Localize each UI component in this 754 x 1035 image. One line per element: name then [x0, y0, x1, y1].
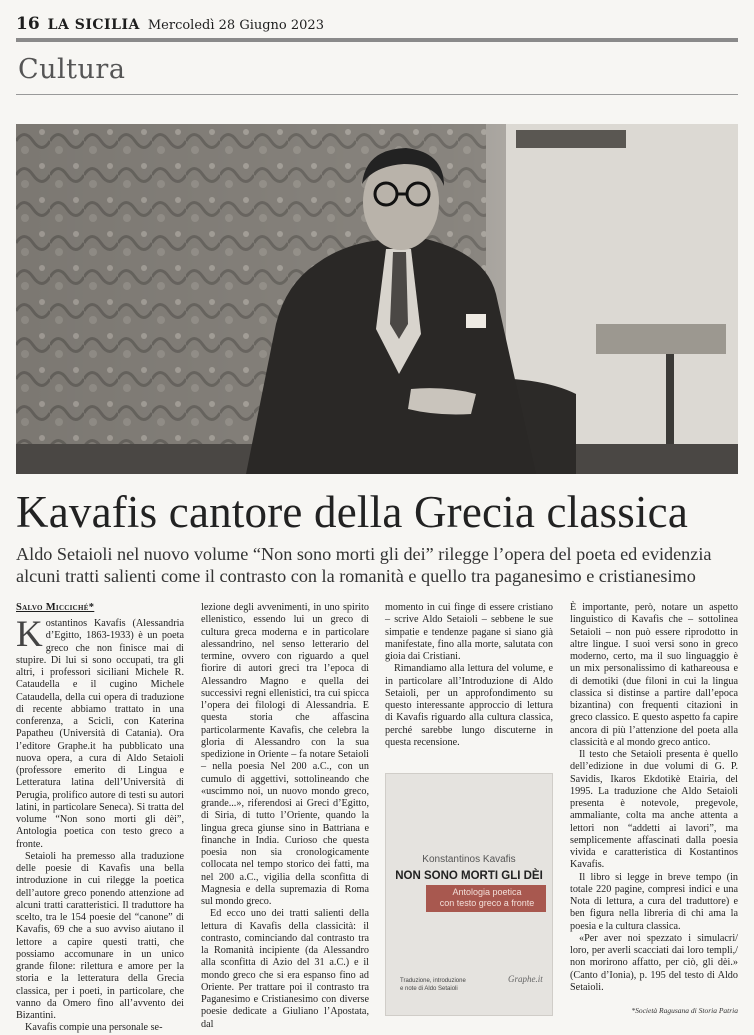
article-column-2: [201, 602, 369, 1031]
article-column-4: [570, 602, 738, 994]
poet-photograph: [16, 124, 738, 474]
masthead: [16, 14, 738, 34]
paragraph: «Per aver noi spezzato i simulacri/ loro, per averli scacciati dai loro templi,/ non morirono affatto, per ciò, gli dèi.» (Canto d’Ionia), p. 195 del testo di Aldo Setaioli.: [570, 932, 738, 993]
paragraph: [16, 614, 184, 851]
paragraph: momento in cui finge di essere cristiano – scrive Aldo Setaioli – sebbene le sue simpatie e tendenze pagane si siano già manifestate, fino alla morte, salutata con gioia dai Cristiani.: [385, 602, 553, 662]
photo-illustration: [16, 124, 738, 474]
section-title: Cultura: [18, 54, 126, 85]
book-title: NON SONO MORTI GLI DÈI: [395, 870, 543, 882]
paragraph: Kavafis compie una personale se-: [25, 1022, 163, 1034]
newspaper-name: LA SICILIA: [47, 17, 140, 33]
section-rule: [16, 94, 738, 95]
paragraph: Il testo che Setaioli presenta è quello dell’edizione in due volumi di G. P. Savidis, Ikaros Ekdotikè Etairia, del 1995. La traduzione che Aldo Setaioli presenta è notevole, pregevole, ammaliante, colta ma anche attenta a lettori non “addetti ai lavori”, ma semplicemente affascinati dalla poesia vivida e caratteristica di Kostantinos Kavafis.: [570, 749, 738, 871]
book-cover: [385, 773, 553, 1016]
paragraph: lezione degli avvenimenti, in uno spirito ellenistico, essendo lui un greco di cultura greca moderna e in particolare alessandrino, nel senso letterario del termine, ovvero con riguardo a quel fiorire di autori greci tra l’epoca di Alessandro Magno e quella dei successivi regni ellenistici, tra cui spicca l’opera dei filologi di Alessandria. E questa storia che affascina particolarmente Kavafis, che celebra la gloria di Alessandro con la sua spedizione in Oriente – fa notare Setaioli – nella poesia Nel 200 a.C., con un cumulo di aggettivi, sottolineando che «uscimmo noi, un nuovo mondo greco, grande...», riferendosi ai Greci d’Egitto, di Siria, di tutto l’Oriente, quando la lingua greca giunse sino in Battriana e finanche in India. Curioso che questa poesia non sia cronologicamente collocata nel tempo storico dei fatti, ma nel 200 a.C., vigilia della sconfitta di Magnesia e della supremazia di Roma sul mondo greco.: [201, 602, 369, 907]
paragraph: Setaioli ha premesso alla traduzione delle poesie di Kavafis una bella introduzione in cui rilegge la poetica dell’autore greco ponendo attenzione ad alcuni tratti caratteristici. Il traduttore ha scelto, tra le 154 poesie del “canone” di Kavafis, 69 che a suo avviso aiutano il lettore a capire questi tratti, che possiamo accomunare in un unico grande filone: rilettura e amore per la storia e la letteratura della Grecia classica, per i poeti, in particolare, che vanno da Omero fino all’avvento dei Bizantini.: [16, 850, 184, 1021]
paragraph-text: ostantinos Kavafis (Alessandria d’Egitto, 1863-1933) è un poeta greco che non finisce mai di stupire. Di lui si sono occupati, tra gli altri, i professori siciliani Michele R. Cataudella e il cugino Michele Cataudella, della cui opera di traduzione di recente abbiamo trattato in una conferenza, a Scicli, con Katerina Papatheu (Università di Catania). Ora l’editore Graphe.it ha pubblicato una nuova opera, a cura di Aldo Setaioli (professore emerito di Lingua e Letteratura latina dell’Università di Perugia, prolifico autore di testi su autori latini, in particolare Seneca). Si tratta del volume “Non sono morti gli dèi”, Antologia poetica con testo greco a fronte.: [16, 618, 184, 850]
publisher-logo: Graphe.it: [508, 974, 543, 984]
book-subtitle-line: con testo greco a fronte: [439, 898, 535, 908]
article-column-1: [16, 614, 184, 1035]
drop-cap: K: [16, 614, 43, 655]
paragraph: Il libro si legge in breve tempo (in totale 220 pagine, compresi indici e una Nota di lettura, a cura del traduttore) e ben figura nella libreria di chi ama la poesia e la cultura classica.: [570, 871, 738, 932]
paragraph: È importante, però, notare un aspetto linguistico di Kavafis che – sottolinea Setaioli – non può essere riprodotto in altre lingue. I suoi versi sono in greco moderno, certo, ma il suo linguaggio è un mix personalissimo di kathareousa e di demotiki (due filoni in cui la lingua classica si distinse a partire dall’epoca bizantina) con frequenti citazioni in greco classico. E questo aspetto fa capire ancora di più l’attenzione del poeta alla classicità e al mondo greco antico.: [570, 602, 738, 748]
book-author: Konstantinos Kavafis: [422, 854, 516, 865]
book-editor-line: e note di Aldo Setaioli: [400, 985, 458, 992]
book-editor: [400, 978, 480, 993]
masthead-rule: [16, 38, 738, 42]
issue-date: Mercoledì 28 Giugno 2023: [147, 18, 324, 33]
page-number: 16: [16, 14, 40, 34]
footnote: *Società Ragusana di Storia Patria: [631, 1006, 738, 1015]
byline: Salvo Micciché*: [16, 602, 95, 613]
book-subtitle-line: Antologia poetica: [452, 887, 522, 897]
article-column-3: [385, 602, 553, 749]
subtitle: Aldo Setaioli nel nuovo volume “Non sono morti gli dei” rilegge l’opera del poeta ed evidenzia alcuni tratti salienti come il contrasto con la romanità e quello tra paganesimo e cristianesimo: [16, 544, 712, 586]
paragraph: Ed ecco uno dei tratti salienti della lettura di Kavafis della classicità: il contrasto, cominciando dal contrasto tra la Romanità incipiente (da Alessandro alla sconfitta di Azio del 31 a.C.) e il mondo greco che si era espanso fino ad Oriente. Per trattare poi il contrasto tra Paganesimo e Cristianesimo con diverse poesie dedicate a Giuliano l’Apostata, dal: [201, 908, 369, 1030]
headline: Kavafis cantore della Grecia classica: [16, 487, 689, 537]
book-editor-line: Traduzione, introduzione: [400, 978, 466, 984]
book-subtitle: [430, 887, 544, 909]
paragraph: Rimandiamo alla lettura del volume, e in particolare all’Introduzione di Aldo Setaioli, per un approfondimento su questo interessante approccio di lettura di Kavafis riguardo alla cultura classica, perché sarebbe lungo discuterne in questa recensione.: [385, 663, 553, 748]
